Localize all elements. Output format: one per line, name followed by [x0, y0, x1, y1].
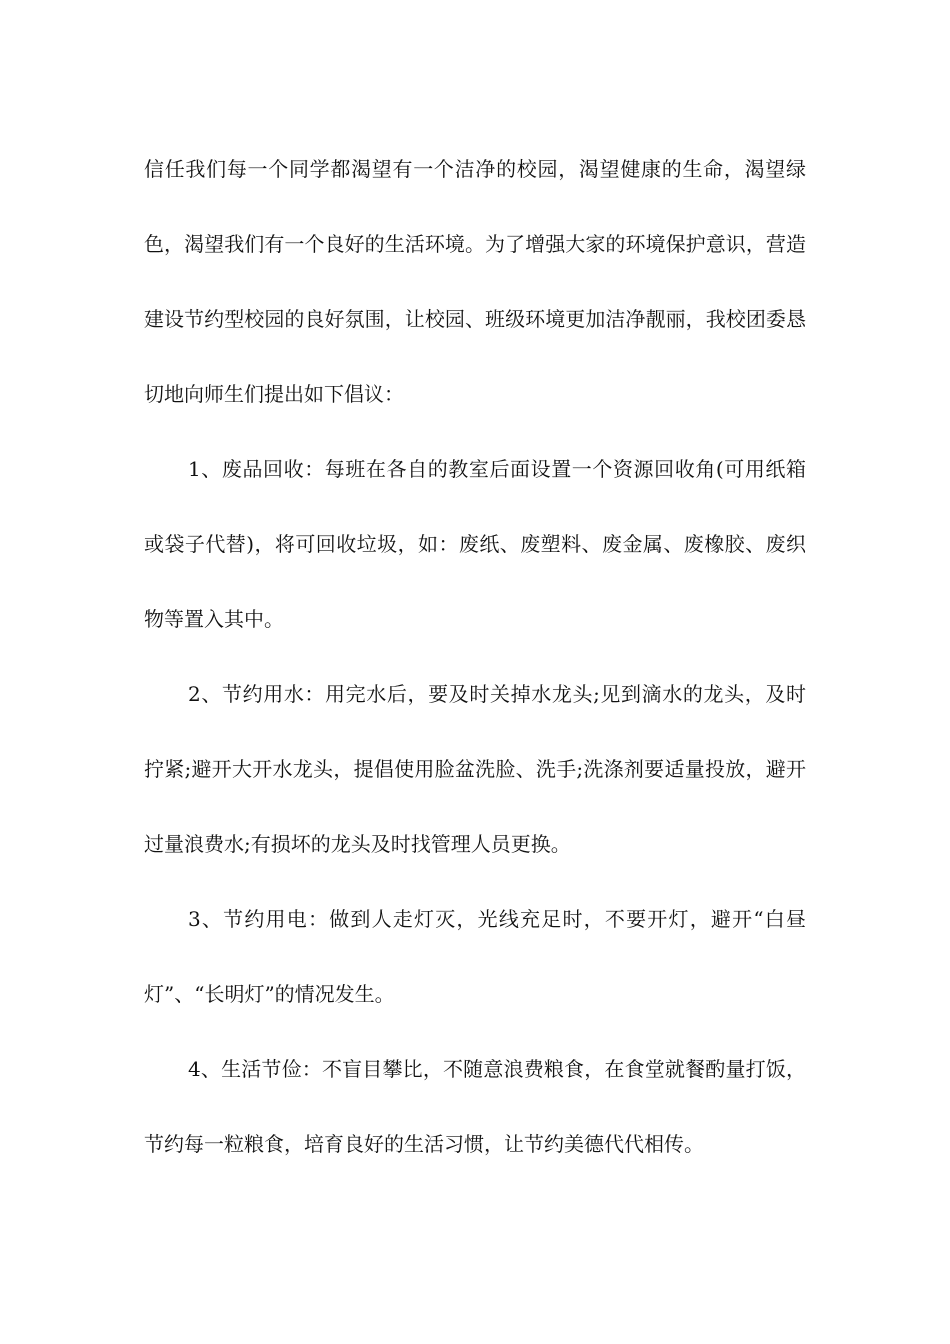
paragraph-item-1: 1、废品回收：每班在各自的教室后面设置一个资源回收角(可用纸箱或袋子代替)，将可回收垃圾，如：废纸、废塑料、废金属、废橡胶、废织物等置入其中。 — [144, 457, 806, 631]
paragraph-item-2: 2、节约用水：用完水后，要及时关掉水龙头;见到滴水的龙头，及时拧紧;避开大开水龙头，提倡使用脸盆洗脸、洗手;洗涤剂要适量投放，避开过量浪费水;有损坏的龙头及时找管理人员更换。 — [144, 682, 806, 856]
paragraph-intro: 信任我们每一个同学都渴望有一个洁净的校园，渴望健康的生命，渴望绿色，渴望我们有一个良好的生活环境。为了增强大家的环境保护意识，营造建设节约型校园的良好氛围，让校园、班级环境更加洁净靓丽，我校团委恳切地向师生们提出如下倡议： — [144, 157, 806, 406]
paragraph-item-4: 4、生活节俭：不盲目攀比，不随意浪费粮食，在食堂就餐酌量打饭，节约每一粒粮食，培育良好的生活习惯，让节约美德代代相传。 — [144, 1057, 806, 1156]
paragraph-item-3: 3、节约用电：做到人走灯灭，光线充足时，不要开灯，避开“白昼灯”、“长明灯”的情况发生。 — [144, 907, 806, 1006]
document-body — [144, 132, 806, 1182]
